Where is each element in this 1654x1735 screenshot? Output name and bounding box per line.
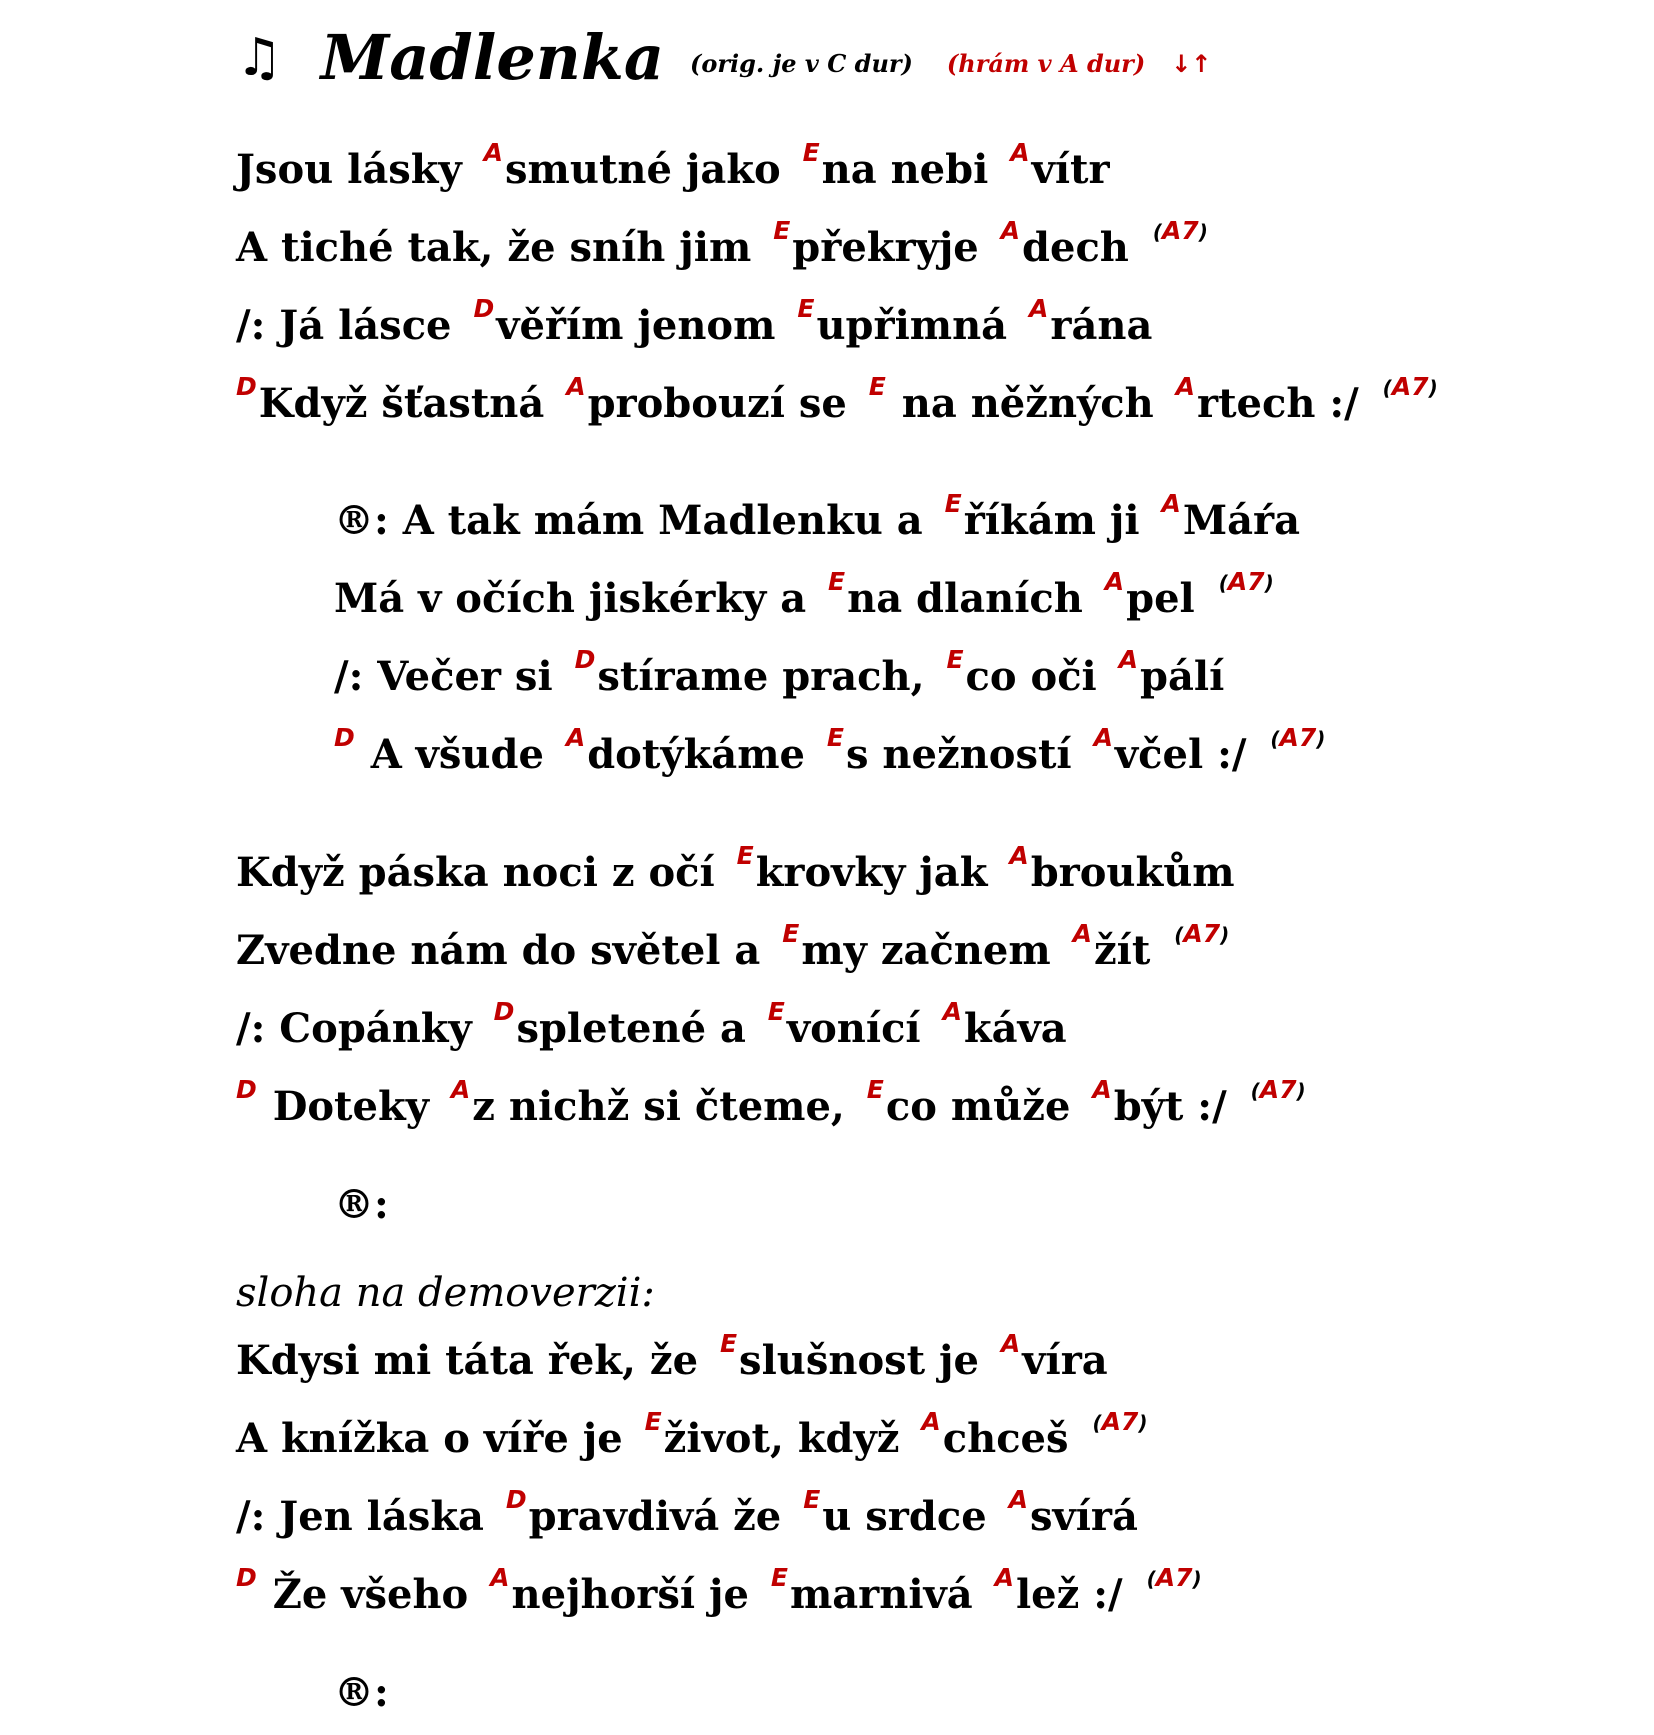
lyric-text: Zvedne nám do světel a [236,927,775,974]
chord-D: D [334,723,355,752]
optional-chord-A7: (A7) [1382,372,1438,401]
lyric-text: ®: A tak mám Madlenku a [334,497,937,544]
lyric-line [236,1485,1138,1547]
chord-A: A [565,723,586,752]
lyric-line [236,294,1153,356]
lyric-line [236,372,1438,435]
chord-D: D [473,294,495,323]
lyric-text: pálí [1140,653,1225,700]
lyric-text: my začnem [801,927,1065,974]
lyric-text: včel :/ [1114,731,1261,778]
chord-E: E [797,294,815,323]
chord-A: A [921,1407,941,1436]
optional-chord-label: A7 [1279,723,1317,752]
song-header [236,18,1536,98]
lyric-line [236,997,1067,1059]
chord-E: E [803,1485,821,1514]
lyric-text: slušnost je [739,1337,993,1384]
chord-A: A [1104,567,1125,596]
lyric-text: rtech :/ [1197,380,1373,427]
lyric-text: na dlaních [847,575,1097,622]
optional-chord-A7: (A7) [1092,1407,1148,1436]
chord-E: E [946,645,964,674]
optional-chord-A7: (A7) [1146,1563,1202,1592]
lyric-text: pravdivá že [528,1493,796,1540]
chord-A: A [1009,841,1029,870]
lyric-text: stírame prach, [597,653,939,700]
lyric-line [236,1329,1108,1391]
chord-E: E [736,841,754,870]
lyric-text: vonící [786,1005,935,1052]
chord-A: A [490,1563,510,1592]
chord-E: E [866,1075,884,1104]
lyric-text: /: Copánky [236,1005,486,1052]
chord-D: D [505,1485,527,1514]
lyric-text: Jsou lásky [236,146,476,193]
lyric-text: nejhorší je [511,1571,763,1618]
chord-A: A [566,372,586,401]
lyric-line [236,1407,1148,1470]
optional-chord-A7: (A7) [1152,216,1208,245]
lyric-text: marnivá [789,1571,987,1618]
lyric-text: A knížka o víře je [236,1415,637,1462]
chorus-line [334,489,1301,551]
music-note-icon: ♫ [236,28,283,88]
lyric-text: Máŕa [1182,497,1301,544]
lyric-text: svírá [1029,1493,1138,1540]
lyric-text: u srdce [822,1493,1001,1540]
lyric-line [236,1075,1306,1138]
optional-chord-A7: (A7) [1218,567,1274,596]
chord-E: E [868,372,886,401]
lyric-text: z nichž si čteme, [472,1083,859,1130]
chord-A: A [1161,489,1181,518]
chord-E: E [826,723,844,752]
chord-D: D [236,372,257,401]
lyric-text: spletené a [516,1005,760,1052]
lyric-text: co může [885,1083,1085,1130]
optional-chord-label: A7 [1155,1563,1193,1592]
lyric-text: Kdysi mi táta řek, že [236,1337,712,1384]
chord-A: A [1093,723,1113,752]
transpose-arrows-icon[interactable]: ↓↑ [1171,50,1212,78]
lyric-text: Když páska noci z očí [236,849,729,896]
chord-E: E [767,997,785,1026]
optional-chord-label: A7 [1391,372,1429,401]
chord-A: A [994,1563,1014,1592]
optional-chord-A7: (A7) [1250,1075,1306,1104]
chord-D: D [493,997,515,1026]
lyric-text: /: Večer si [334,653,567,700]
demo-version-note: sloha na demoverzii: [236,1270,655,1316]
lyric-text: co oči [965,653,1111,700]
chord-E: E [782,919,800,948]
lyric-text: víra [1022,1337,1108,1384]
lyric-text: dech [1022,224,1143,271]
lyric-text: na něžných [887,380,1168,427]
lyric-text: krovky jak [755,849,1002,896]
chord-A: A [1000,216,1021,245]
lyric-text: říkám ji [963,497,1154,544]
chord-A: A [1000,1329,1021,1358]
lyric-line [236,919,1230,982]
optional-chord-label: A7 [1101,1407,1139,1436]
chord-A: A [1029,294,1049,323]
chord-E: E [773,216,791,245]
lyric-text: A všude [356,731,558,778]
lyric-line [236,1563,1202,1626]
chord-A: A [1010,138,1030,167]
lyric-text: smutné jako [505,146,795,193]
chord-A: A [483,138,504,167]
lyric-text: pel [1126,575,1209,622]
optional-chord-A7: (A7) [1270,723,1326,752]
lyric-text: káva [963,1005,1067,1052]
lyric-text: /: Jen láska [236,1493,498,1540]
chord-D: D [574,645,596,674]
lyric-text: vítr [1031,146,1110,193]
chord-A: A [1072,919,1092,948]
lyric-text: broukům [1030,849,1235,896]
lyric-line [236,216,1208,279]
chord-E: E [644,1407,662,1436]
song-title: Madlenka [320,21,664,94]
lyric-text: žít [1093,927,1165,974]
lyric-text: rána [1050,302,1153,349]
chorus-reference: ®: [334,1669,389,1716]
original-key-note: (orig. je v C dur) [690,49,913,78]
chord-A: A [942,997,962,1026]
lyric-text: Doteky [258,1083,443,1130]
lyric-text: Že všeho [258,1571,483,1618]
optional-chord-label: A7 [1183,919,1221,948]
lyric-text: život, když [663,1415,914,1462]
chorus-reference: ®: [334,1181,389,1228]
lyric-text: být :/ [1113,1083,1241,1130]
chord-A: A [1175,372,1195,401]
lyric-text: A tiché tak, že sníh jim [236,224,766,271]
chord-A: A [1092,1075,1112,1104]
lyric-text: dotýkáme [587,731,819,778]
chord-A: A [1118,645,1139,674]
chorus-line [334,567,1274,630]
lyric-text: probouzí se [587,380,861,427]
chorus-line [334,645,1225,707]
optional-chord-label: A7 [1259,1075,1297,1104]
chord-A: A [450,1075,471,1104]
lyric-text: na nebi [821,146,1003,193]
lyric-text: věřím jenom [496,302,790,349]
chord-E: E [828,567,846,596]
lyric-text: /: Já lásce [236,302,466,349]
lyric-text: Když šťastná [258,380,559,427]
chord-A: A [1008,1485,1028,1514]
chord-D: D [236,1563,257,1592]
lyric-text: překryje [792,224,993,271]
lyric-line [236,841,1235,903]
lyric-text: Má v očích jiskérky a [334,575,821,622]
optional-chord-label: A7 [1161,216,1199,245]
played-key-note: (hrám v A dur) [946,49,1146,78]
lyric-text: chceš [942,1415,1083,1462]
chord-E: E [944,489,962,518]
chord-E: E [719,1329,738,1358]
lyric-line [236,138,1110,200]
chorus-line [334,723,1326,786]
lyric-text: lež :/ [1015,1571,1137,1618]
lyric-text: s nežností [845,731,1086,778]
chord-E: E [770,1563,788,1592]
chord-E: E [802,138,820,167]
lyric-text: upřimná [816,302,1022,349]
optional-chord-label: A7 [1227,567,1265,596]
chord-D: D [236,1075,257,1104]
optional-chord-A7: (A7) [1174,919,1230,948]
